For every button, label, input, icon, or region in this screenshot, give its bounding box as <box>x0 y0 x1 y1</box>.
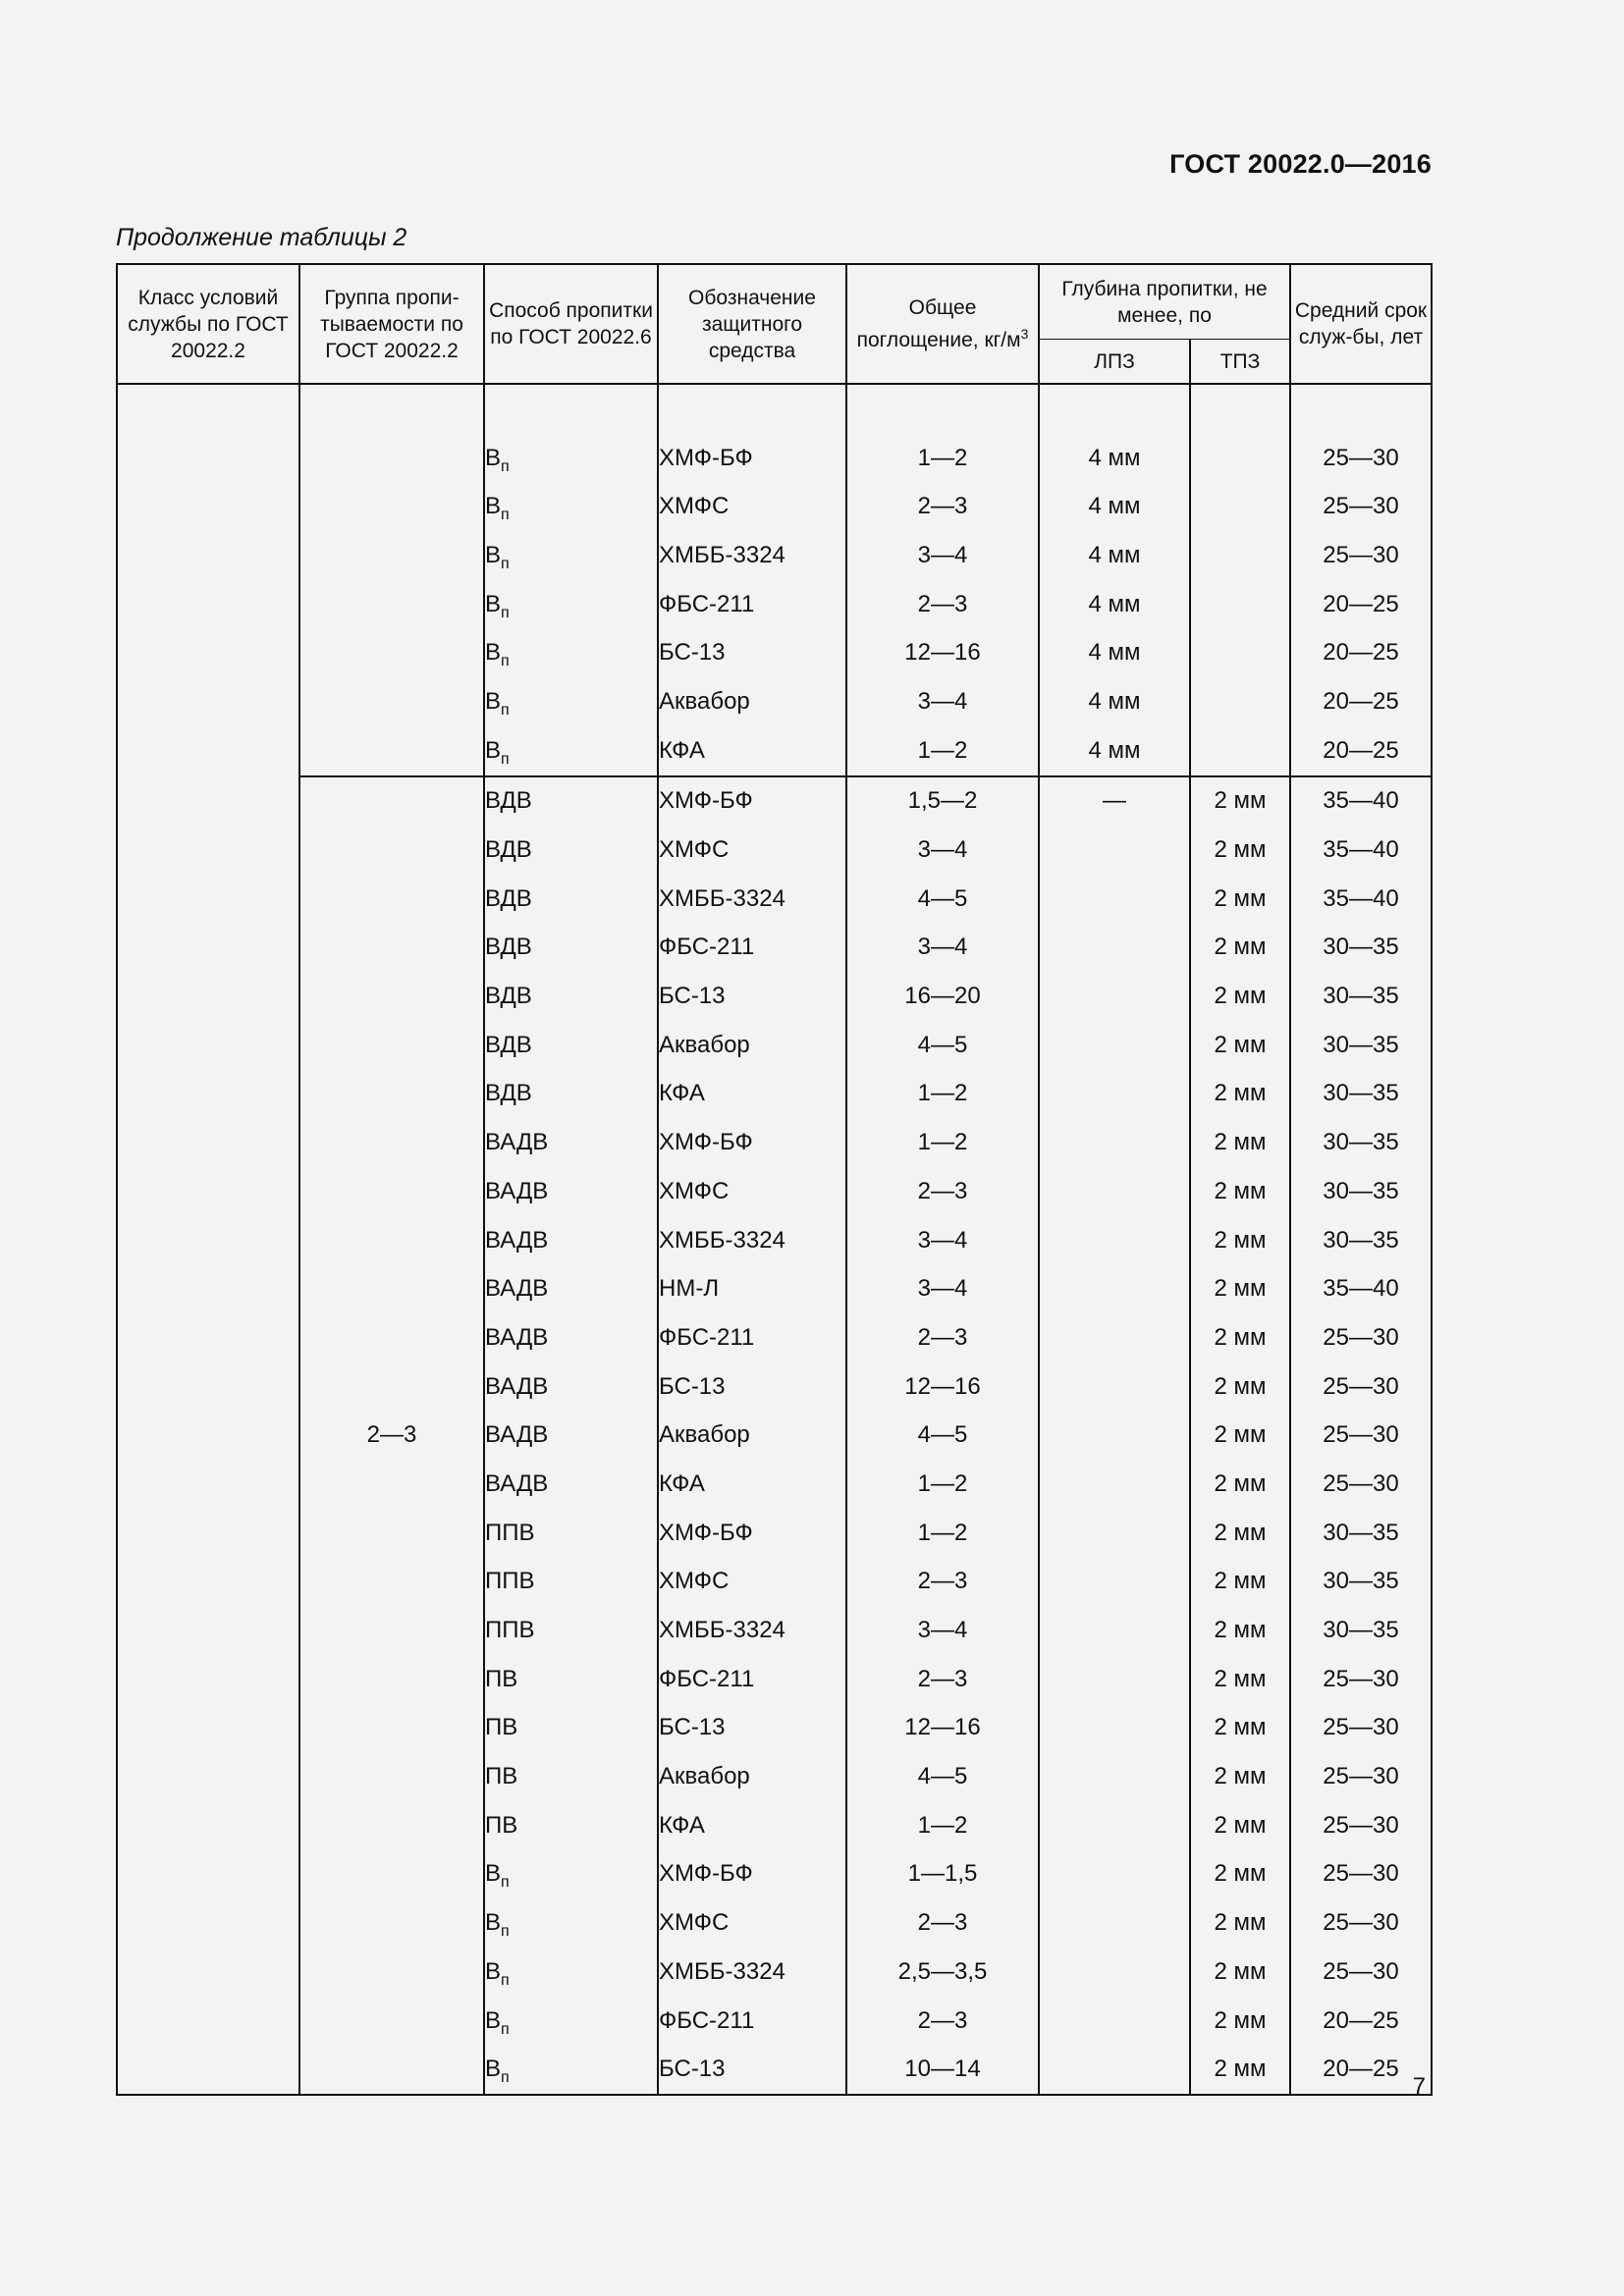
cell-absorption: 3—4 <box>846 1264 1039 1313</box>
cell-lpz: 4 мм <box>1039 531 1190 580</box>
cell-method <box>484 776 658 827</box>
cell-method-text: ВАДВ <box>485 1469 549 1497</box>
cell-service-class <box>117 434 299 2095</box>
cell-absorption: 1,5—2 <box>846 776 1039 827</box>
cell-life: 20—25 <box>1290 677 1432 726</box>
cell-lpz <box>1039 1167 1190 1216</box>
cell-absorption: 3—4 <box>846 531 1039 580</box>
cell-method-text: В <box>485 2056 502 2083</box>
cell-impregnability-group <box>299 434 484 776</box>
cell-method-text: ПВ <box>485 1665 518 1692</box>
cell-tpz: 2 мм <box>1190 1362 1290 1412</box>
cell-absorption: 3—4 <box>846 677 1039 726</box>
cell-tpz: 2 мм <box>1190 1167 1290 1216</box>
cell-tpz <box>1190 726 1290 776</box>
cell-method-text: В <box>485 590 502 617</box>
cell-tpz: 2 мм <box>1190 1264 1290 1313</box>
cell-absorption: 4—5 <box>846 1021 1039 1070</box>
cell-method <box>484 1558 658 1607</box>
cell-tpz: 2 мм <box>1190 1997 1290 2046</box>
cell-method <box>484 1704 658 1753</box>
cell-method-text: ПВ <box>485 1763 518 1790</box>
cell-method <box>484 531 658 580</box>
cell-agent: ХМФ-БФ <box>658 434 846 483</box>
cell-agent: БС-13 <box>658 628 846 677</box>
cell-life: 20—25 <box>1290 726 1432 776</box>
cell-agent: БС-13 <box>658 1362 846 1412</box>
cell-method <box>484 1264 658 1313</box>
cell-method <box>484 924 658 973</box>
cell-tpz: 2 мм <box>1190 1021 1290 1070</box>
cell-method-text: ППВ <box>485 1519 535 1546</box>
cell-method <box>484 1997 658 2046</box>
cell-life: 35—40 <box>1290 1264 1432 1313</box>
cell-method-subscript: п <box>501 2069 510 2087</box>
cell-agent: ФБС-211 <box>658 924 846 973</box>
cell-absorption: 2,5—3,5 <box>846 1948 1039 1997</box>
cell-method-text: ВДВ <box>485 836 532 864</box>
cell-agent: ХМФС <box>658 1898 846 1948</box>
cell-method <box>484 1118 658 1167</box>
cell-tpz: 2 мм <box>1190 1509 1290 1558</box>
cell-agent: Аквабор <box>658 1021 846 1070</box>
cell-life: 25—30 <box>1290 1655 1432 1704</box>
cell-method <box>484 875 658 924</box>
cell-method-text: ВАДВ <box>485 1372 549 1400</box>
cell-method-text: В <box>485 2006 502 2034</box>
cell-absorption: 12—16 <box>846 1704 1039 1753</box>
cell-absorption: 2—3 <box>846 1313 1039 1362</box>
cell-life: 30—35 <box>1290 972 1432 1021</box>
cell-method-text: В <box>485 493 502 520</box>
table-row <box>117 434 1432 483</box>
cell-agent: ФБС-211 <box>658 1655 846 1704</box>
cell-life: 35—40 <box>1290 826 1432 875</box>
cell-lpz: 4 мм <box>1039 726 1190 776</box>
cell-life: 20—25 <box>1290 2045 1432 2095</box>
cell-lpz <box>1039 1704 1190 1753</box>
cell-lpz <box>1039 2045 1190 2095</box>
cell-absorption: 2—3 <box>846 1997 1039 2046</box>
cell-method <box>484 482 658 531</box>
cell-agent: КФА <box>658 1070 846 1119</box>
cell-method-text: ВДВ <box>485 884 532 912</box>
cell-agent: ХМФС <box>658 826 846 875</box>
cell-tpz: 2 мм <box>1190 1801 1290 1850</box>
cell-lpz <box>1039 1118 1190 1167</box>
cell-lpz <box>1039 1460 1190 1509</box>
cell-lpz <box>1039 1948 1190 1997</box>
cell-absorption: 2—3 <box>846 1167 1039 1216</box>
cell-lpz: 4 мм <box>1039 434 1190 483</box>
cell-method <box>484 580 658 629</box>
cell-absorption: 2—3 <box>846 1558 1039 1607</box>
cell-absorption: 4—5 <box>846 1411 1039 1460</box>
cell-method-text: ВАДВ <box>485 1226 549 1254</box>
cell-lpz <box>1039 1264 1190 1313</box>
cell-life: 30—35 <box>1290 1509 1432 1558</box>
cell-method <box>484 1606 658 1655</box>
cell-life: 20—25 <box>1290 580 1432 629</box>
cell-method-text: ВАДВ <box>485 1177 549 1204</box>
cell-method <box>484 972 658 1021</box>
cell-method-subscript: п <box>501 507 510 524</box>
cell-method <box>484 1362 658 1412</box>
cell-method-text: В <box>485 736 502 764</box>
cell-method-subscript: п <box>501 1923 510 1941</box>
cell-absorption: 1—2 <box>846 1118 1039 1167</box>
cell-lpz <box>1039 924 1190 973</box>
cell-method-text: В <box>485 1860 502 1888</box>
cell-agent: ФБС-211 <box>658 1313 846 1362</box>
cell-absorption: 1—2 <box>846 726 1039 776</box>
cell-agent: Аквабор <box>658 1411 846 1460</box>
cell-absorption: 16—20 <box>846 972 1039 1021</box>
cell-lpz: 4 мм <box>1039 628 1190 677</box>
cell-agent: ХМФС <box>658 1558 846 1607</box>
header-method: Способ пропитки по ГОСТ 20022.6 <box>484 264 658 384</box>
table-body <box>117 434 1432 2095</box>
cell-life: 25—30 <box>1290 1704 1432 1753</box>
cell-method-subscript: п <box>501 457 510 475</box>
cell-agent: ХМФС <box>658 1167 846 1216</box>
cell-lpz <box>1039 1362 1190 1412</box>
cell-method-text: ППВ <box>485 1568 535 1595</box>
cell-tpz: 2 мм <box>1190 2045 1290 2095</box>
cell-method-text: ВДВ <box>485 1031 532 1058</box>
cell-lpz <box>1039 1509 1190 1558</box>
cell-absorption: 1—2 <box>846 1070 1039 1119</box>
cell-lpz <box>1039 972 1190 1021</box>
cell-agent: КФА <box>658 1460 846 1509</box>
cell-tpz: 2 мм <box>1190 1752 1290 1801</box>
cell-agent: Аквабор <box>658 1752 846 1801</box>
cell-absorption: 4—5 <box>846 875 1039 924</box>
cell-life: 25—30 <box>1290 1752 1432 1801</box>
cell-method <box>484 1313 658 1362</box>
cell-tpz: 2 мм <box>1190 1850 1290 1899</box>
cell-absorption: 3—4 <box>846 924 1039 973</box>
cell-method-subscript: п <box>501 1971 510 1989</box>
cell-method-text: ВДВ <box>485 934 532 961</box>
cell-lpz <box>1039 1558 1190 1607</box>
cell-lpz <box>1039 826 1190 875</box>
cell-agent: ХМФ-БФ <box>658 1118 846 1167</box>
cell-life: 25—30 <box>1290 1898 1432 1948</box>
cell-lpz <box>1039 1313 1190 1362</box>
cell-absorption: 1—2 <box>846 434 1039 483</box>
cell-lpz <box>1039 1898 1190 1948</box>
cell-life: 30—35 <box>1290 1558 1432 1607</box>
cell-lpz: 4 мм <box>1039 482 1190 531</box>
cell-lpz <box>1039 1216 1190 1265</box>
cell-tpz: 2 мм <box>1190 1216 1290 1265</box>
cell-life: 30—35 <box>1290 1070 1432 1119</box>
cell-lpz: 4 мм <box>1039 677 1190 726</box>
cell-method <box>484 1216 658 1265</box>
cell-method-text: В <box>485 1957 502 1985</box>
cell-life: 20—25 <box>1290 1997 1432 2046</box>
header-impregnability-group: Группа пропи-тываемости по ГОСТ 20022.2 <box>299 264 484 384</box>
cell-lpz <box>1039 1801 1190 1850</box>
impregnation-table <box>116 263 1433 2096</box>
cell-agent: ХМББ-3324 <box>658 1948 846 1997</box>
cell-agent: КФА <box>658 726 846 776</box>
cell-agent: ХМФ-БФ <box>658 776 846 827</box>
cell-life: 30—35 <box>1290 1118 1432 1167</box>
cell-tpz: 2 мм <box>1190 924 1290 973</box>
cell-tpz: 2 мм <box>1190 1606 1290 1655</box>
cell-life: 30—35 <box>1290 1606 1432 1655</box>
cell-absorption: 10—14 <box>846 2045 1039 2095</box>
cell-method-text: В <box>485 1909 502 1937</box>
cell-method-text: ВАДВ <box>485 1323 549 1351</box>
cell-method-subscript: п <box>501 555 510 572</box>
cell-absorption: 3—4 <box>846 1606 1039 1655</box>
cell-tpz: 2 мм <box>1190 1118 1290 1167</box>
cell-life: 30—35 <box>1290 1021 1432 1070</box>
cell-tpz <box>1190 531 1290 580</box>
cell-tpz: 2 мм <box>1190 1411 1290 1460</box>
cell-method <box>484 1898 658 1948</box>
cell-tpz: 2 мм <box>1190 1313 1290 1362</box>
cell-lpz <box>1039 1752 1190 1801</box>
cell-method <box>484 1801 658 1850</box>
cell-tpz: 2 мм <box>1190 972 1290 1021</box>
cell-method-text: В <box>485 639 502 667</box>
header-agent: Обозначение защитного средства <box>658 264 846 384</box>
cell-tpz <box>1190 628 1290 677</box>
cell-absorption: 12—16 <box>846 1362 1039 1412</box>
cell-agent: ФБС-211 <box>658 1997 846 2046</box>
cell-method <box>484 677 658 726</box>
cell-tpz: 2 мм <box>1190 1655 1290 1704</box>
cell-lpz <box>1039 1997 1190 2046</box>
cell-method <box>484 628 658 677</box>
cell-absorption: 12—16 <box>846 628 1039 677</box>
cell-method-text: ВАДВ <box>485 1275 549 1303</box>
cell-method <box>484 826 658 875</box>
cell-tpz: 2 мм <box>1190 776 1290 827</box>
cell-tpz <box>1190 677 1290 726</box>
cell-agent: ХМББ-3324 <box>658 1606 846 1655</box>
cell-method-subscript: п <box>501 750 510 768</box>
cell-method <box>484 1655 658 1704</box>
cell-lpz <box>1039 875 1190 924</box>
cell-agent: ХМББ-3324 <box>658 1216 846 1265</box>
cell-absorption: 2—3 <box>846 580 1039 629</box>
cell-method-text: В <box>485 687 502 715</box>
cell-absorption: 2—3 <box>846 1898 1039 1948</box>
cell-tpz: 2 мм <box>1190 1948 1290 1997</box>
cell-tpz: 2 мм <box>1190 1704 1290 1753</box>
cell-method-text: ПВ <box>485 1714 518 1741</box>
header-tpz: ТПЗ <box>1190 340 1290 385</box>
doc-code: ГОСТ 20022.0—2016 <box>1169 149 1432 179</box>
header-depth: Глубина пропитки, не менее, по <box>1039 264 1290 340</box>
cell-method-text: ПВ <box>485 1811 518 1839</box>
cell-agent: БС-13 <box>658 2045 846 2095</box>
cell-method <box>484 1460 658 1509</box>
header-absorption-sup: 3 <box>1020 326 1029 342</box>
cell-lpz <box>1039 1850 1190 1899</box>
cell-method-text: В <box>485 444 502 471</box>
cell-tpz: 2 мм <box>1190 1460 1290 1509</box>
table-row <box>117 776 1432 827</box>
cell-life: 25—30 <box>1290 1460 1432 1509</box>
cell-life: 25—30 <box>1290 1411 1432 1460</box>
cell-life: 25—30 <box>1290 1801 1432 1850</box>
cell-agent: БС-13 <box>658 972 846 1021</box>
header-absorption-text: Общее поглощение, кг/м <box>856 296 1021 351</box>
cell-lpz <box>1039 1606 1190 1655</box>
cell-lpz: — <box>1039 776 1190 827</box>
page-number: 7 <box>1412 2073 1426 2100</box>
cell-life: 25—30 <box>1290 1850 1432 1899</box>
cell-life: 20—25 <box>1290 628 1432 677</box>
cell-method <box>484 1850 658 1899</box>
cell-absorption: 3—4 <box>846 1216 1039 1265</box>
cell-method-text: ВАДВ <box>485 1421 549 1449</box>
cell-method-text: В <box>485 541 502 568</box>
cell-absorption: 1—2 <box>846 1801 1039 1850</box>
cell-method-subscript: п <box>501 2020 510 2038</box>
cell-lpz: 4 мм <box>1039 580 1190 629</box>
cell-life: 25—30 <box>1290 482 1432 531</box>
cell-tpz: 2 мм <box>1190 1558 1290 1607</box>
cell-method <box>484 1752 658 1801</box>
cell-absorption: 4—5 <box>846 1752 1039 1801</box>
cell-agent: ХМББ-3324 <box>658 875 846 924</box>
cell-life: 25—30 <box>1290 1362 1432 1412</box>
cell-method-text: ППВ <box>485 1617 535 1644</box>
cell-method <box>484 434 658 483</box>
cell-lpz <box>1039 1021 1190 1070</box>
cell-agent: ФБС-211 <box>658 580 846 629</box>
cell-method-subscript: п <box>501 701 510 719</box>
cell-life: 25—30 <box>1290 1313 1432 1362</box>
cell-life: 35—40 <box>1290 875 1432 924</box>
header-absorption <box>846 264 1039 384</box>
cell-method-text: ВДВ <box>485 983 532 1010</box>
cell-method <box>484 726 658 776</box>
cell-lpz <box>1039 1655 1190 1704</box>
cell-method-text: ВДВ <box>485 1080 532 1107</box>
cell-method <box>484 1070 658 1119</box>
header-lpz: ЛПЗ <box>1039 340 1190 385</box>
cell-absorption: 3—4 <box>846 826 1039 875</box>
cell-life: 35—40 <box>1290 776 1432 827</box>
cell-agent: ХМФ-БФ <box>658 1850 846 1899</box>
cell-method <box>484 1411 658 1460</box>
cell-method <box>484 2045 658 2095</box>
cell-agent: КФА <box>658 1801 846 1850</box>
cell-tpz: 2 мм <box>1190 826 1290 875</box>
cell-method-subscript: п <box>501 653 510 670</box>
header-life: Средний срок служ-бы, лет <box>1290 264 1432 384</box>
cell-agent: НМ-Л <box>658 1264 846 1313</box>
cell-absorption: 1—2 <box>846 1509 1039 1558</box>
cell-tpz: 2 мм <box>1190 1070 1290 1119</box>
cell-life: 30—35 <box>1290 1216 1432 1265</box>
cell-method <box>484 1021 658 1070</box>
cell-method <box>484 1509 658 1558</box>
cell-method <box>484 1948 658 1997</box>
cell-method-text: ВАДВ <box>485 1129 549 1156</box>
cell-tpz <box>1190 434 1290 483</box>
cell-method-text: ВДВ <box>485 787 532 815</box>
cell-tpz <box>1190 580 1290 629</box>
cell-life: 30—35 <box>1290 1167 1432 1216</box>
cell-absorption: 1—1,5 <box>846 1850 1039 1899</box>
header-service-class: Класс условий службы по ГОСТ 20022.2 <box>117 264 299 384</box>
cell-impregnability-group: 2—3 <box>299 776 484 2096</box>
cell-method-subscript: п <box>501 604 510 621</box>
cell-tpz <box>1190 482 1290 531</box>
cell-agent: БС-13 <box>658 1704 846 1753</box>
cell-agent: ХМФ-БФ <box>658 1509 846 1558</box>
cell-life: 25—30 <box>1290 434 1432 483</box>
cell-absorption: 2—3 <box>846 1655 1039 1704</box>
cell-agent: ХМББ-3324 <box>658 531 846 580</box>
cell-lpz <box>1039 1070 1190 1119</box>
cell-life: 25—30 <box>1290 1948 1432 1997</box>
cell-agent: ХМФС <box>658 482 846 531</box>
cell-tpz: 2 мм <box>1190 875 1290 924</box>
cell-agent: Аквабор <box>658 677 846 726</box>
cell-method <box>484 1167 658 1216</box>
table-caption: Продолжение таблицы 2 <box>116 224 407 251</box>
cell-life: 25—30 <box>1290 531 1432 580</box>
cell-life: 30—35 <box>1290 924 1432 973</box>
cell-method-subscript: п <box>501 1874 510 1892</box>
cell-lpz <box>1039 1411 1190 1460</box>
cell-absorption: 2—3 <box>846 482 1039 531</box>
cell-tpz: 2 мм <box>1190 1898 1290 1948</box>
cell-absorption: 1—2 <box>846 1460 1039 1509</box>
